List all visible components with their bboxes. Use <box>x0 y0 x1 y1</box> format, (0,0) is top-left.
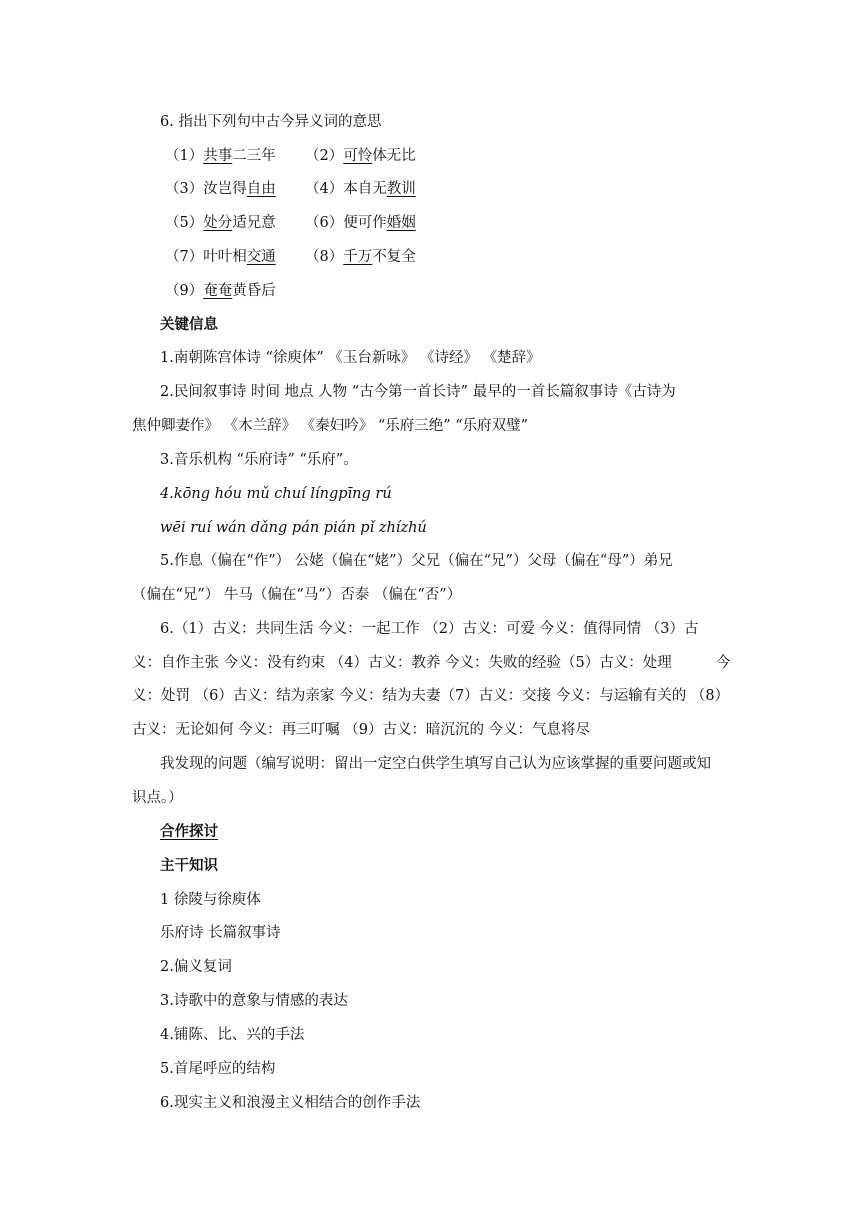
key-info-pinyin-2: wēi ruí wán dǎng pán pián pǐ zhízhú <box>160 520 427 536</box>
knowledge-item-1: 1 徐陵与徐庾体 <box>160 892 261 908</box>
q6-item-1: （1）共事二三年 <box>165 148 276 164</box>
key-info-line-7a: 我发现的问题（编写说明：留出一定空白供学生填写自己认为应该掌握的重要问题或知 <box>160 756 711 772</box>
knowledge-item-2: 2.偏义复词 <box>160 959 232 975</box>
key-info-line-6b-tail: 今 <box>716 655 731 671</box>
key-info-line-2b: 焦仲卿妻作》 《木兰辞》 《秦妇吟》 “乐府三绝” “乐府双璧” <box>132 418 529 434</box>
key-info-pinyin-1: 4.kōng hóu mǔ chuí língpīng rú <box>160 486 392 502</box>
key-info-line-6b: 义：自作主张 今义：没有约束 （4）古义：教养 今义：失败的经验（5）古义：处理 <box>132 655 672 671</box>
key-info-line-5b: （偏在“兄”） 牛马（偏在“马”）否泰 （偏在“否”） <box>132 587 462 603</box>
cooperate-heading: 合作探讨 <box>160 824 218 840</box>
q6-item-7: （7）叶叶相交通 <box>165 249 276 265</box>
key-info-line-2a: 2.民间叙事诗 时间 地点 人物 “古今第一首长诗” 最早的一首长篇叙事诗《古诗为 <box>160 384 676 400</box>
knowledge-item-3: 3.诗歌中的意象与情感的表达 <box>160 993 348 1009</box>
key-info-line-5a: 5.作息（偏在“作”） 公姥（偏在“姥”）父兄（偏在“兄”）父母（偏在“母”）弟兄 <box>160 553 673 569</box>
question-6-title: 6. 指出下列句中古今异义词的意思 <box>160 114 382 130</box>
knowledge-item-6: 6.现实主义和浪漫主义相结合的创作手法 <box>160 1095 421 1111</box>
q6-item-3: （3）汝岂得自由 <box>165 181 276 197</box>
key-info-line-1: 1.南朝陈宫体诗 “徐庾体” 《玉台新咏》 《诗经》 《楚辞》 <box>160 350 541 366</box>
q6-item-5: （5）处分适兄意 <box>165 215 276 231</box>
q6-item-2: （2）可怜体无比 <box>305 148 416 164</box>
key-info-line-6a: 6.（1）古义：共同生活 今义：一起工作 （2）古义：可爱 今义：值得同情 （3）古 <box>160 621 699 637</box>
key-info-line-3: 3.音乐机构 “乐府诗” “乐府”。 <box>160 452 358 468</box>
key-info-line-7b: 识点。） <box>132 790 183 806</box>
main-knowledge-heading: 主干知识 <box>160 858 218 874</box>
knowledge-item-5: 5.首尾呼应的结构 <box>160 1061 276 1077</box>
q6-item-6: （6）便可作婚姻 <box>305 215 416 231</box>
q6-item-9: （9）奄奄黄昏后 <box>165 283 276 299</box>
q6-item-8: （8）千万不复全 <box>305 249 416 265</box>
key-info-heading: 关键信息 <box>160 317 218 333</box>
knowledge-item-4: 4.铺陈、比、兴的手法 <box>160 1027 305 1043</box>
key-info-line-6d: 古义：无论如何 今义：再三叮嘱 （9）古义：暗沉沉的 今义：气息将尽 <box>132 722 591 738</box>
q6-item-4: （4）本自无教训 <box>305 181 416 197</box>
key-info-line-6c: 义：处罚 （6）古义：结为亲家 今义：结为夫妻（7）古义：交接 今义：与运输有关的 （8） <box>132 688 730 704</box>
knowledge-item-1b: 乐府诗 长篇叙事诗 <box>160 925 281 941</box>
